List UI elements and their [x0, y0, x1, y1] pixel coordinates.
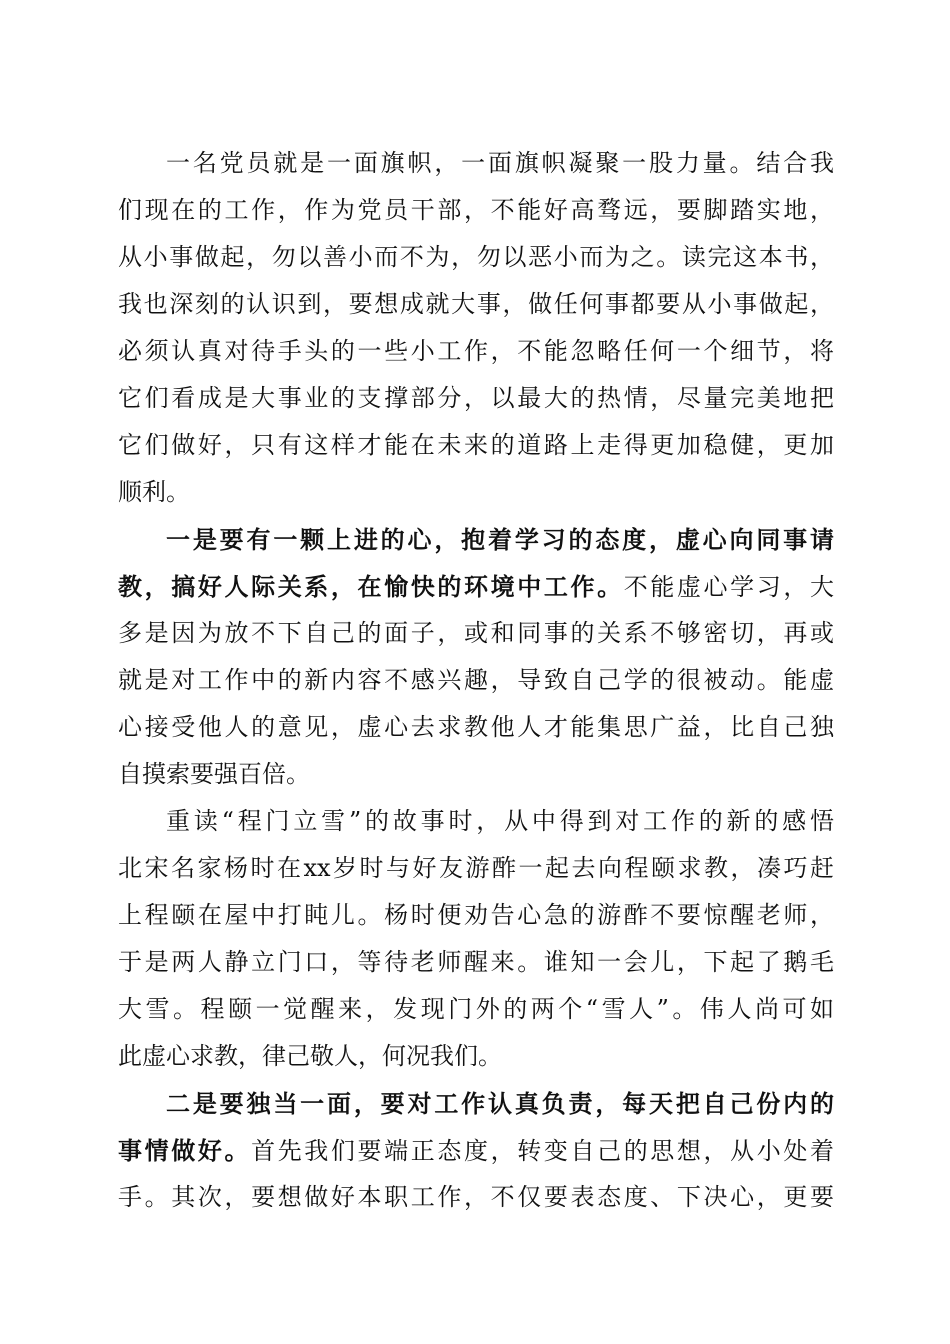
regular-text: 首先我们要端正态度，转变自己的思想，从小处着 — [251, 1137, 834, 1165]
text-line: 自摸索要强百倍。 — [118, 760, 310, 788]
text-line: 上程颐在屋中打盹儿。杨时便劝告心急的游酢不要惊醒老师， — [118, 901, 834, 929]
bold-lead-text: 事情做好。 — [118, 1136, 252, 1165]
text-line: 于是两人静立门口，等待老师醒来。谁知一会儿，下起了鹅毛 — [118, 948, 834, 976]
bold-lead-line: 一是要有一颗上进的心，抱着学习的态度，虚心向同事请 — [166, 525, 834, 554]
paragraph-3 — [118, 798, 834, 1080]
text-line: 此虚心求教，律己敬人，何况我们。 — [118, 1042, 502, 1070]
text-line: 从小事做起，勿以善小而不为，勿以恶小而为之。读完这本书， — [118, 243, 834, 271]
bold-lead-text: 教，搞好人际关系，在愉快的环境中工作。 — [118, 572, 624, 601]
text-line: 它们看成是大事业的支撑部分，以最大的热情，尽量完美地把 — [118, 384, 834, 412]
text-line: 手。其次，要想做好本职工作，不仅要表态度、下决心，更要 — [118, 1183, 834, 1211]
bold-lead-line: 二是要独当一面，要对工作认真负责，每天把自己份内的 — [166, 1089, 834, 1118]
paragraph-2 — [118, 516, 834, 798]
text-line: 我也深刻的认识到，要想成就大事，做任何事都要从小事做起， — [118, 290, 834, 318]
text-line: 一名党员就是一面旗帜，一面旗帜凝聚一股力量。结合我 — [166, 149, 834, 177]
text-line: 大雪。程颐一觉醒来，发现门外的两个“雪人”。伟人尚可如 — [118, 995, 834, 1023]
text-line: 北宋名家杨时在xx岁时与好友游酢一起去向程颐求教，凑巧赶 — [118, 854, 834, 882]
text-line: 必须认真对待手头的一些小工作，不能忽略任何一个细节，将 — [118, 337, 834, 365]
text-line: 多是因为放不下自己的面子，或和同事的关系不够密切，再或 — [118, 619, 834, 647]
text-line: 顺利。 — [118, 478, 190, 506]
document-body — [118, 140, 834, 1221]
mixed-line — [118, 1127, 834, 1174]
text-line: 心接受他人的意见，虚心去求教他人才能集思广益，比自己独 — [118, 713, 834, 741]
text-line: 它们做好，只有这样才能在未来的道路上走得更加稳健，更加 — [118, 431, 834, 459]
text-line: 就是对工作中的新内容不感兴趣，导致自己学的很被动。能虚 — [118, 666, 834, 694]
text-line: 重读“程门立雪”的故事时，从中得到对工作的新的感悟 — [166, 807, 834, 835]
text-line: 们现在的工作，作为党员干部，不能好高骛远，要脚踏实地， — [118, 196, 834, 224]
regular-text: 不能虚心学习，大 — [623, 573, 834, 601]
paragraph-1 — [118, 140, 834, 516]
paragraph-4 — [118, 1080, 834, 1221]
mixed-line — [118, 563, 834, 610]
